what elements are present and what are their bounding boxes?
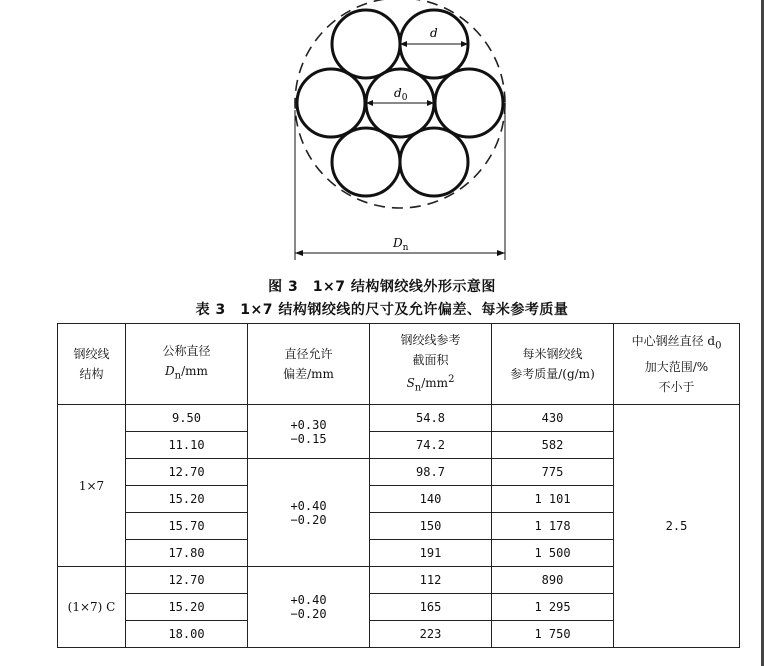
header-line: 钢绞线参考 [400,332,461,347]
tolerance-minus: −0.20 [290,607,327,621]
header-line: 结构 [79,367,104,381]
mass-cell: 1 178 [492,513,614,540]
header-line: 加大范围/% [644,359,709,374]
header-text: 中心钢丝直径 d [631,334,716,349]
subscript: 0 [715,340,722,352]
mass-cell: 582 [492,432,614,459]
label-d0 [394,86,408,103]
header-tolerance [248,324,370,405]
structure-cell: 1×7 [58,405,126,567]
unit: /mm [421,375,449,390]
header-mass [492,324,614,405]
strand-cross-section-diagram [0,0,764,268]
outer-wire-left [297,69,365,137]
tolerance-minus: −0.15 [290,431,327,446]
label-d0-subscript: 0 [401,93,408,103]
strand-dimension-table [57,323,740,648]
mass-cell: 1 500 [492,540,614,567]
area-cell: 112 [370,567,492,594]
area-cell: 74.2 [370,432,492,459]
subscript: n [174,370,182,382]
header-line [126,361,247,386]
tolerance-plus: +0.30 [290,417,327,432]
label-Dn [392,236,409,253]
header-line: 每米钢绞线 [522,347,583,361]
superscript: 2 [448,373,455,385]
diameter-cell: 15.20 [126,486,248,513]
area-cell: 165 [370,594,492,621]
header-line: 直径允许 [284,347,333,361]
diameter-cell: 12.70 [126,567,248,594]
tolerance-plus: +0.40 [290,498,327,513]
header-line: 偏差/mm [283,367,334,381]
outer-wire-right [435,69,503,137]
mass-cell: 775 [492,459,614,486]
symbol: D [165,364,175,379]
unit: /mm [181,364,208,379]
diameter-cell: 9.50 [126,405,248,432]
table-row [58,405,740,432]
diameter-cell: 18.00 [126,621,248,648]
tolerance-cell [248,567,370,648]
center-wire-cell: 2.5 [614,405,740,648]
area-cell: 191 [370,540,492,567]
table-caption: 表 3 1×7 结构钢绞线的尺寸及允许偏差、每米参考质量 [195,302,569,318]
mass-cell: 890 [492,567,614,594]
subscript: n [414,382,422,394]
label-Dn-subscript: n [402,243,409,253]
header-line: 钢绞线 [73,347,110,361]
tolerance-cell [248,459,370,567]
symbol: S [406,375,415,390]
header-area [370,324,492,405]
mass-cell: 1 750 [492,621,614,648]
header-line: 截面积 [412,352,449,367]
header-line [614,331,739,356]
diameter-cell: 15.20 [126,594,248,621]
area-cell: 223 [370,621,492,648]
header-line: 参考质量/(g/m) [510,367,595,381]
area-cell: 150 [370,513,492,540]
tolerance-cell [248,405,370,459]
area-cell: 54.8 [370,405,492,432]
structure-cell: (1×7) C [58,567,126,648]
diameter-cell: 11.10 [126,432,248,459]
figure-caption: 图 3 1×7 结构钢绞线外形示意图 [268,279,496,295]
tolerance-minus: −0.20 [290,512,327,527]
label-d: d [430,26,438,40]
area-cell: 140 [370,486,492,513]
table-header-row [58,324,740,405]
outer-wire-bottom-right [400,128,468,196]
diameter-cell: 15.70 [126,513,248,540]
mass-cell: 430 [492,405,614,432]
outer-envelope-circle [295,0,505,208]
mass-cell: 1 101 [492,486,614,513]
header-line: 公称直径 [162,344,211,359]
header-structure [58,324,126,405]
outer-wire-top-left [332,10,400,78]
outer-wire-bottom-left [332,128,400,196]
label-d0-base: d [394,86,402,100]
area-cell: 98.7 [370,459,492,486]
label-Dn-base: D [393,236,403,250]
header-line [370,370,491,398]
diameter-cell: 17.80 [126,540,248,567]
header-nominal-diameter [126,324,248,405]
tolerance-plus: +0.40 [290,593,327,607]
header-center-wire [614,324,740,405]
mass-cell: 1 295 [492,594,614,621]
header-line: 不小于 [658,379,695,394]
diameter-cell: 12.70 [126,459,248,486]
